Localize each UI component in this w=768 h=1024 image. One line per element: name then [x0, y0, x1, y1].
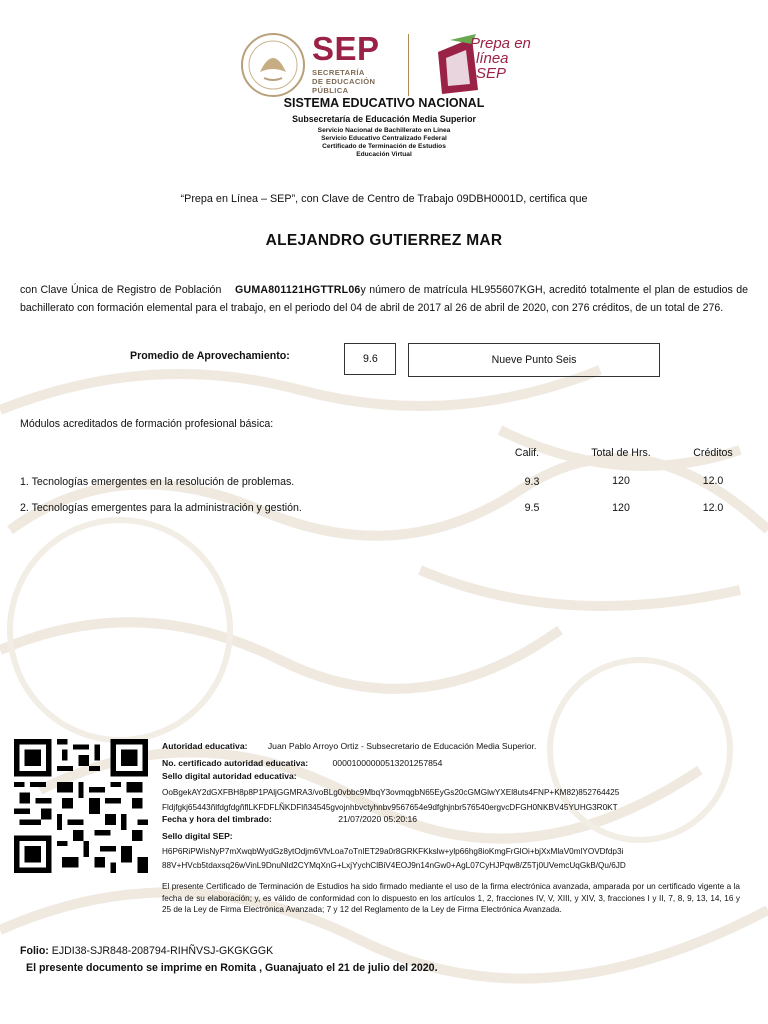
accreditation-paragraph: [20, 282, 748, 317]
modulos-title: Módulos acreditados de formación profesional básica:: [20, 418, 274, 430]
sello-sep-line: H6P6RiPWisNyP7mXwqbWydGz8ytOdjm6VfvLoa7oTnlET29a0r8GRKFKkslw+ylp66hg8ioKmgFrGlOi+bjXxMlaV0mlYOVDfdp3i: [162, 847, 624, 856]
sep-sub-line: SECRETARÍA: [312, 68, 365, 77]
promedio-value: 9.6: [363, 353, 378, 365]
promedio-words: Nueve Punto Seis: [491, 354, 577, 366]
fecha-label: Fecha y hora del timbrado:: [162, 814, 272, 824]
autoridad-row: [162, 741, 536, 751]
prepa-logo-line: SEP: [476, 65, 507, 82]
printed-in-notice: El presente documento se imprime en Romita , Guanajuato el 21 de julio del 2020.: [26, 962, 438, 974]
sello-value-line: Fldjfgkj65443ñlfdgfdgñflLKFDFLÑKDFlñ34545gvojnhbvctyhnbv9567654e9dfghjnbr576540ergvcDFGH0NKBV45YUHG3R0KT: [162, 803, 618, 812]
subsecretaria-title: Subsecretaría de Educación Media Superior: [292, 114, 476, 124]
folio-value: EJDI38-SJR848-208794-RIHÑVSJ-GKGKGGK: [51, 945, 274, 957]
certifies-line: “Prepa en Línea – SEP”, con Clave de Centro de Trabajo 09DBH0001D, certifica que: [180, 193, 588, 205]
header-line: Servicio Nacional de Bachillerato en Línea: [317, 127, 451, 134]
sep-sub-line: PÚBLICA: [312, 86, 349, 95]
module-row-name: 1. Tecnologías emergentes en la resolución de problemas.: [20, 476, 295, 488]
module-row-hrs: 120: [612, 475, 630, 487]
folio-row: [20, 945, 273, 957]
prepa-logo-text: [470, 36, 531, 81]
module-row-hrs: 120: [612, 502, 630, 514]
prepa-logo-line: línea: [476, 50, 509, 67]
prepa-logo-line: Prepa en: [470, 35, 531, 52]
no-cert-row: [162, 758, 442, 768]
module-row-creditos: 12.0: [702, 502, 724, 514]
sep-sub-line: DE EDUCACIÓN: [312, 77, 376, 86]
paragraph-pre: con Clave Única de Registro de Población: [20, 284, 222, 296]
sep-subtitle: [312, 68, 375, 95]
autoridad-label: Autoridad educativa:: [162, 741, 248, 751]
curp-value: GUMA801121HGTTRL06: [235, 284, 361, 296]
system-title: SISTEMA EDUCATIVO NACIONAL: [283, 96, 485, 110]
background-watermark: [0, 330, 768, 1024]
module-row-calif: 9.3: [524, 476, 540, 488]
fecha-value: 21/07/2020 05:20:16: [338, 814, 418, 824]
logo-divider: [408, 34, 409, 96]
module-row-calif: 9.5: [524, 502, 540, 514]
header-line: Educación Virtual: [356, 151, 412, 158]
legal-notice: El presente Certificado de Terminación de Estudios ha sido firmado mediante el uso de la firma electrónica avanzada, amparada por un certificado vigente a la fecha de su elaboración; y, es válido de conformidad con lo dispuesto en los artículos 1, 2, fracciones IV, V, XIII, y XIV, 3, fracciones I y II, 7, 8, 9, 13, 14, 16 y 25 de la Ley de Firma Electrónica Avanzada; 7 y 12 del Reglamento de la Ley de Firma Electrónica Avanzada.: [162, 882, 740, 914]
autoridad-value: Juan Pablo Arroyo Ortiz - Subsecretario de Educación Media Superior.: [267, 741, 537, 751]
paragraph-post: y número de matrícula HL955607KGH, acreditó totalmente el plan de estudios de bachillerato con formación elemental para el trabajo, en el periodo del 04 de abril de 2017 al 26 de abril de 2020, con 276 créditos, de un total de 276.: [20, 284, 749, 314]
student-name: ALEJANDRO GUTIERREZ MAR: [265, 232, 503, 249]
sello-value-line: OoBgekAY2dGXFBH8p8P1PAljGGMRA3/voBLg0vbbc9MbqY3ovmqgbN65EyGs20cGMGlwYXEl8uts4FNP+KM82)852764425: [162, 788, 620, 797]
header-line: Servicio Educativo Centralizado Federal: [321, 135, 447, 142]
promedio-value-box: [344, 343, 396, 375]
mexico-seal-icon: [240, 32, 306, 98]
qr-code-icon: [14, 739, 148, 873]
header-line: Certificado de Terminación de Estudios: [322, 143, 446, 150]
sello-label: Sello digital autoridad educativa:: [162, 771, 297, 781]
sello-sep-label: Sello digital SEP:: [162, 831, 233, 841]
column-header-calif: Calif.: [514, 447, 540, 459]
no-cert-value: 00001000000513201257854: [332, 758, 443, 768]
no-cert-label: No. certificado autoridad educativa:: [162, 758, 309, 768]
module-row-name: 2. Tecnologías emergentes para la administración y gestión.: [20, 502, 302, 514]
sep-wordmark: SEP: [312, 30, 380, 67]
column-header-creditos: Créditos: [693, 447, 733, 459]
sello-sep-line: 88V+HVcb5tdaxsq26wVinL9DnuNld2CYMqXnG+LxjYychClBiV4EOJ9n14nGw0+AgL07CyHJPqw8/Z5Tj0UVemcUqGkB/Qu/6JD: [162, 861, 626, 870]
folio-label: Folio:: [20, 945, 49, 957]
fecha-row: [162, 814, 417, 824]
promedio-label: Promedio de Aprovechamiento:: [130, 350, 290, 362]
promedio-words-box: [408, 343, 660, 377]
column-header-hrs: Total de Hrs.: [591, 447, 651, 459]
module-row-creditos: 12.0: [702, 475, 724, 487]
